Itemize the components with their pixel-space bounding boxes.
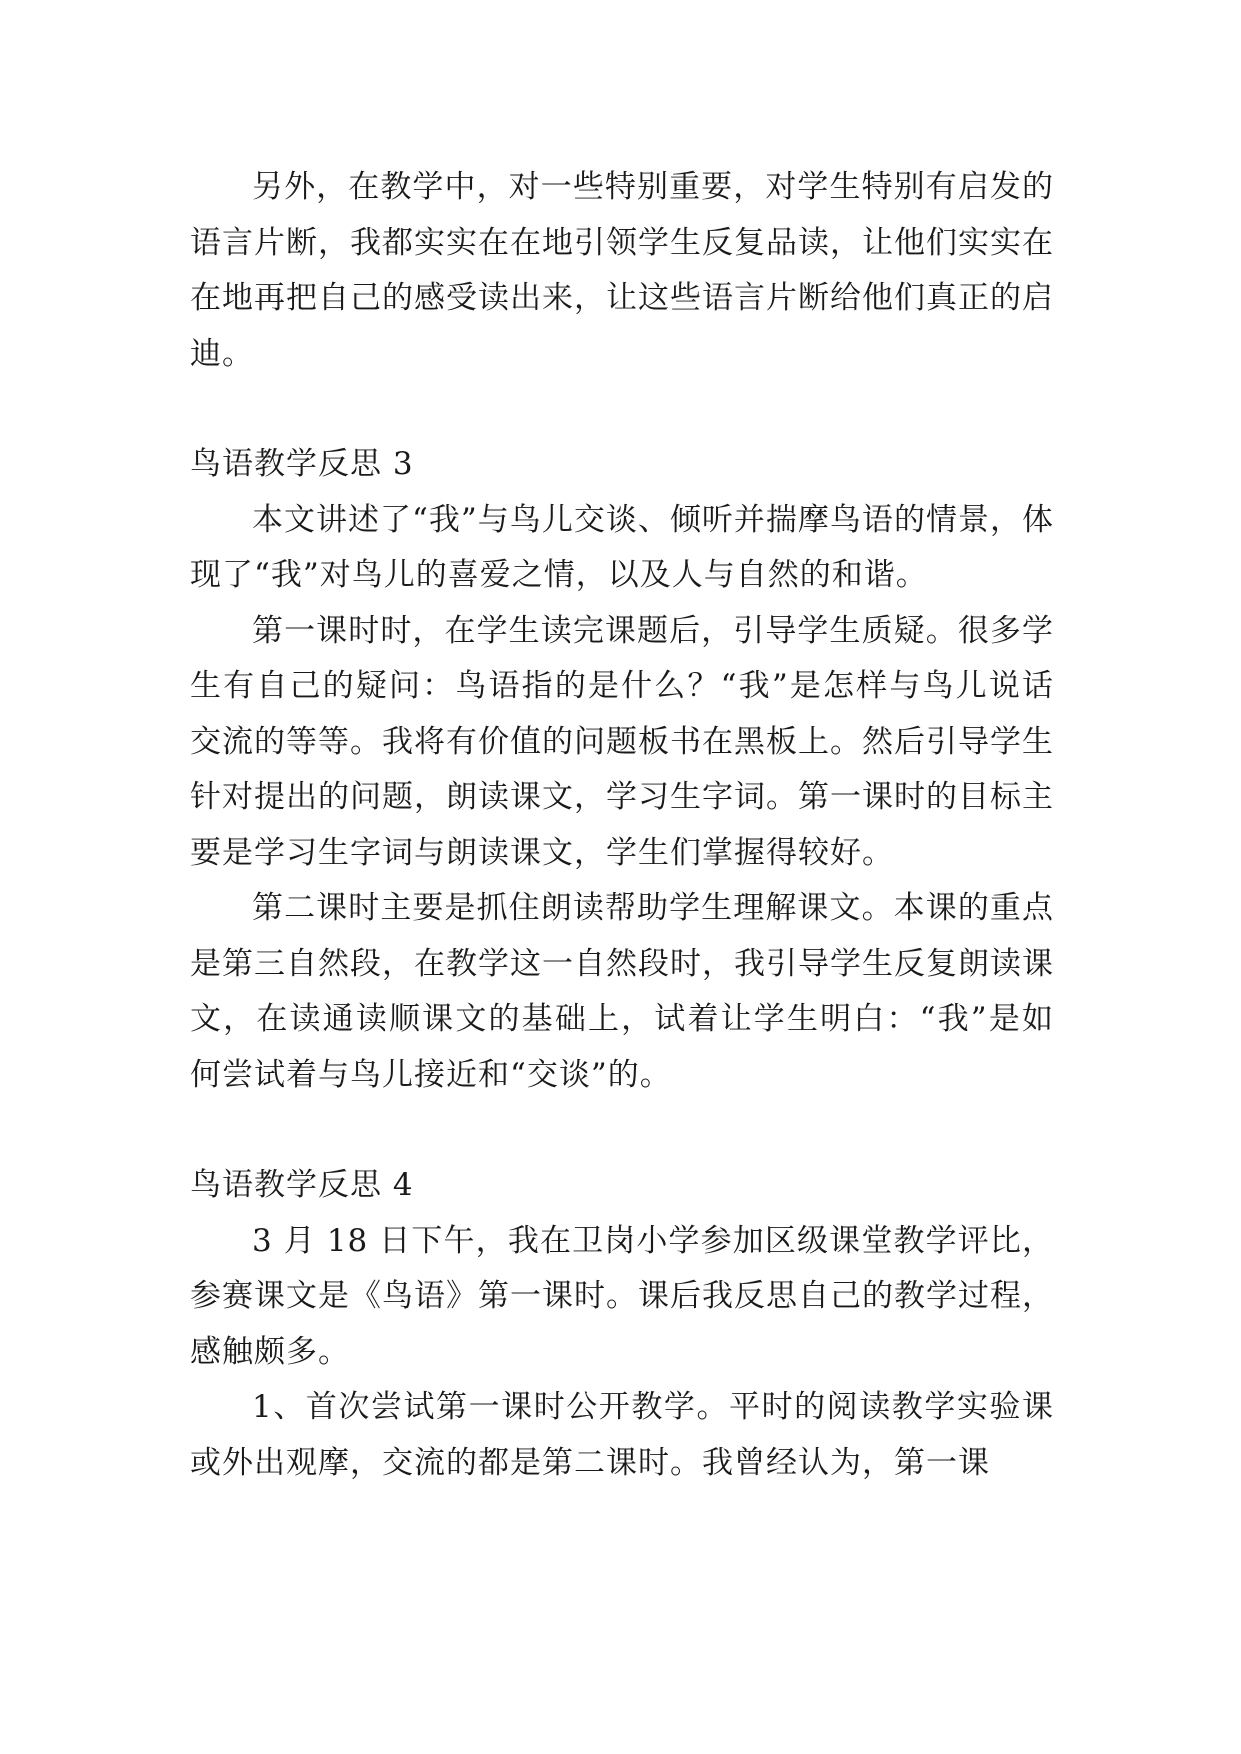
section-gap	[190, 382, 1054, 437]
document-page	[190, 160, 1054, 1491]
paragraph: 本文讲述了“我”与鸟儿交谈、倾听并揣摩鸟语的情景，体现了“我”对鸟儿的喜爱之情，以及人与自然的和谐。	[190, 501, 1054, 593]
paragraph: 第一课时时，在学生读完课题后，引导学生质疑。很多学生有自己的疑问：鸟语指的是什么？“我”是怎样与鸟儿说话交流的等等。我将有价值的问题板书在黑板上。然后引导学生针对提出的问题，朗读课文，学习生字词。第一课时的目标主要是学习生字词与朗读课文，学生们掌握得较好。	[190, 612, 1054, 871]
section-heading: 鸟语教学反思 3	[190, 446, 414, 482]
paragraph: 第二课时主要是抓住朗读帮助学生理解课文。本课的重点是第三自然段，在教学这一自然段时，我引导学生反复朗读课文，在读通读顺课文的基础上，试着让学生明白：“我”是如何尝试着与鸟儿接近和“交谈”的。	[190, 890, 1054, 1093]
paragraph: 另外，在教学中，对一些特别重要，对学生特别有启发的语言片断，我都实实在在地引领学生反复品读，让他们实实在在地再把自己的感受读出来，让这些语言片断给他们真正的启迪。	[190, 169, 1054, 372]
section-gap	[190, 1103, 1054, 1158]
paragraph: 3 月 18 日下午，我在卫岗小学参加区级课堂教学评比，参赛课文是《鸟语》第一课时。课后我反思自己的教学过程，感触颇多。	[190, 1222, 1054, 1370]
paragraph: 1、首次尝试第一课时公开教学。平时的阅读教学实验课或外出观摩，交流的都是第二课时。我曾经认为，第一课	[190, 1389, 1054, 1481]
section-heading: 鸟语教学反思 4	[190, 1167, 414, 1203]
